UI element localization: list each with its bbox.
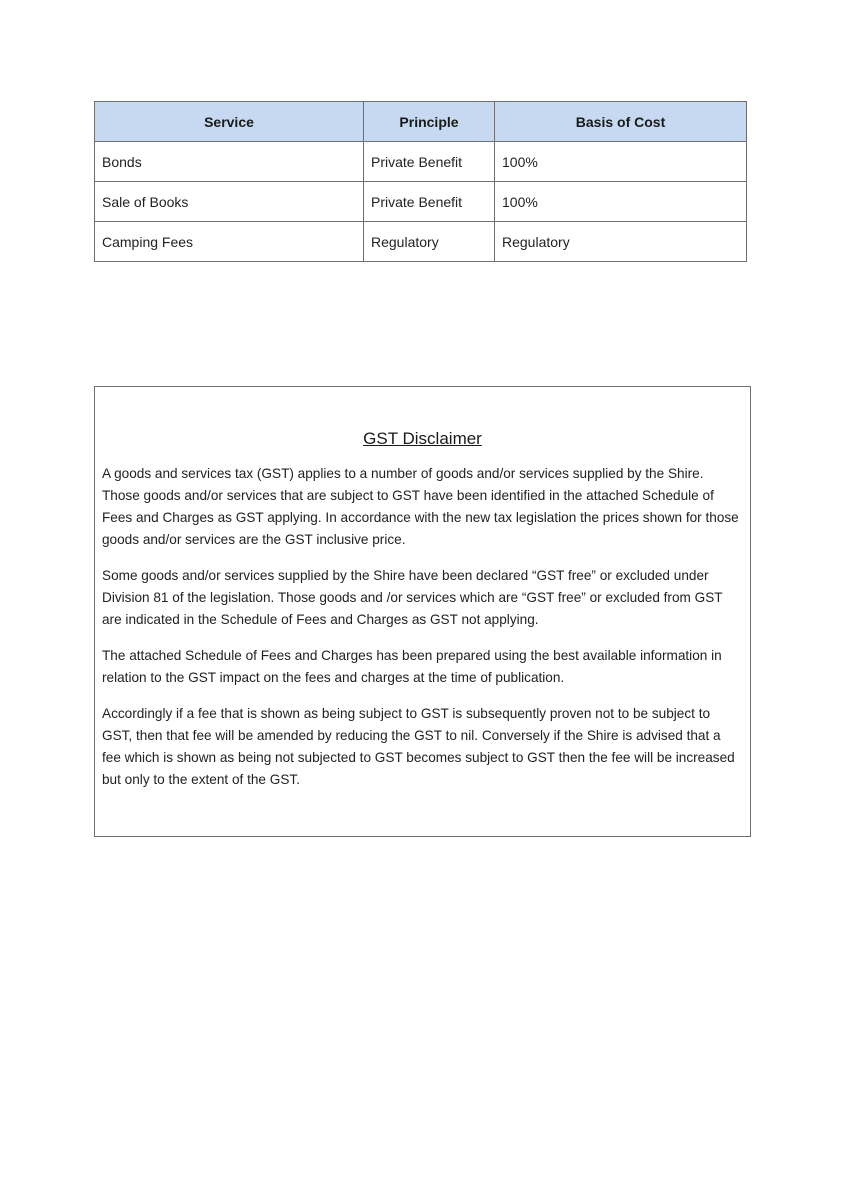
disclaimer-paragraph: The attached Schedule of Fees and Charges has been prepared using the best available information in relation to the GST impact on the fees and charges at the time of publication. [102, 648, 722, 685]
table-row [95, 222, 747, 262]
cell-service: Sale of Books [95, 182, 364, 222]
table-header-row [95, 102, 747, 142]
fees-table [94, 101, 747, 262]
cell-service: Bonds [95, 142, 364, 182]
cell-principle: Private Benefit [364, 182, 495, 222]
table-row [95, 142, 747, 182]
disclaimer-paragraph: Some goods and/or services supplied by the Shire have been declared “GST free” or excluded under Division 81 of the legislation. Those goods and /or services which are “GST free” or excluded from GST are indicated in the Schedule of Fees and Charges as GST not applying. [102, 568, 723, 627]
cell-basis-of-cost: 100% [495, 142, 747, 182]
header-principle: Principle [364, 102, 495, 142]
cell-principle: Regulatory [364, 222, 495, 262]
cell-basis-of-cost: Regulatory [495, 222, 747, 262]
disclaimer-paragraph: A goods and services tax (GST) applies to a number of goods and/or services supplied by the Shire. Those goods and/or services that are subject to GST have been identified in the attached Schedule of Fees and Charges as GST applying. In accordance with the new tax legislation the prices shown for those goods and/or services are the GST inclusive price. [102, 466, 739, 547]
header-basis-of-cost: Basis of Cost [495, 102, 747, 142]
cell-principle: Private Benefit [364, 142, 495, 182]
header-service: Service [95, 102, 364, 142]
cell-basis-of-cost: 100% [495, 182, 747, 222]
disclaimer-paragraph: Accordingly if a fee that is shown as being subject to GST is subsequently proven not to be subject to GST, then that fee will be amended by reducing the GST to nil. Conversely if the Shire is advised that a fee which is shown as being not subjected to GST becomes subject to GST then the fee will be increased but only to the extent of the GST. [102, 706, 735, 787]
disclaimer-title: GST Disclaimer [363, 429, 482, 448]
cell-service: Camping Fees [95, 222, 364, 262]
gst-disclaimer-box [94, 386, 751, 837]
table-row [95, 182, 747, 222]
